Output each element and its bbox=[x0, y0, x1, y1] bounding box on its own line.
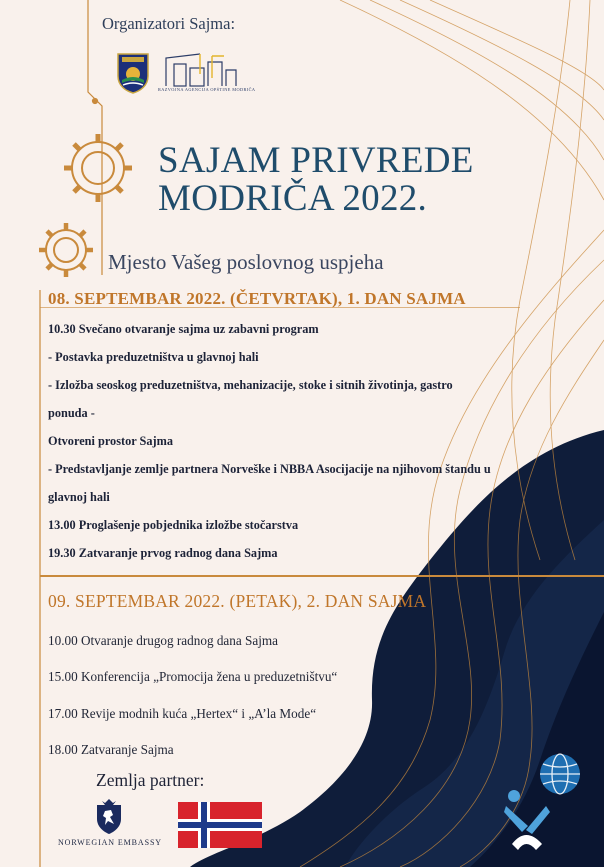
day1-heading: 08. SEPTEMBAR 2022. (ČETVRTAK), 1. DAN SAJMA bbox=[48, 289, 466, 308]
day2-item: 18.00 Zatvaranje Sajma bbox=[48, 742, 174, 757]
agency-logo bbox=[160, 48, 248, 90]
gear-icon bbox=[58, 128, 138, 208]
day2-item: 10.00 Otvaranje drugog radnog dana Sajma bbox=[48, 633, 278, 648]
subtitle: Mjesto Vašeg poslovnog uspjeha bbox=[108, 250, 384, 274]
partner-label: Zemlja partner: bbox=[96, 770, 205, 790]
norway-flag bbox=[178, 802, 262, 848]
day1-item: - Izložba seoskog preduzetništva, mehanizacije, stoke i sitnih životinja, gastro bbox=[48, 378, 453, 392]
day1-item: - Postavka preduzetništva u glavnoj hali bbox=[48, 350, 259, 364]
day2-heading: 09. SEPTEMBAR 2022. (PETAK), 2. DAN SAJMA bbox=[48, 591, 427, 611]
day1-item: 13.00 Proglašenje pobjednika izložbe stočarstva bbox=[48, 518, 299, 532]
norway-coat-of-arms-icon bbox=[94, 797, 124, 835]
day1-item: 10.30 Svečano otvaranje sajma uz zabavni program bbox=[48, 322, 319, 336]
organizers-label: Organizatori Sajma: bbox=[102, 14, 236, 33]
title-line-2: MODRIČA 2022. bbox=[158, 178, 428, 219]
coat-of-arms-icon bbox=[116, 52, 150, 94]
day1-item: glavnoj hali bbox=[48, 490, 110, 504]
page-title bbox=[158, 142, 474, 218]
agency-logo-text: RAZVOJNA AGENCIJA OPŠTINE MODRIČA bbox=[158, 87, 256, 92]
embassy-label: NORWEGIAN EMBASSY bbox=[58, 838, 162, 847]
day2-item: 17.00 Revije modnih kuća „Hertex“ i „A’la Mode“ bbox=[48, 706, 317, 721]
title-line-1: SAJAM PRIVREDE bbox=[158, 140, 474, 181]
day1-item: 19.30 Zatvaranje prvog radnog dana Sajma bbox=[48, 546, 278, 560]
day1-item: - Predstavljanje zemlje partnera Norveške i NBBA Asocijacije na njihovom štandu u bbox=[48, 462, 491, 476]
globe-logo-icon bbox=[502, 748, 588, 860]
day1-item: Otvoreni prostor Sajma bbox=[48, 434, 174, 448]
day2-item: 15.00 Konferencija „Promocija žena u preduzetništvu“ bbox=[48, 669, 338, 684]
gear-icon bbox=[34, 218, 98, 282]
day1-item: ponuda - bbox=[48, 406, 95, 420]
